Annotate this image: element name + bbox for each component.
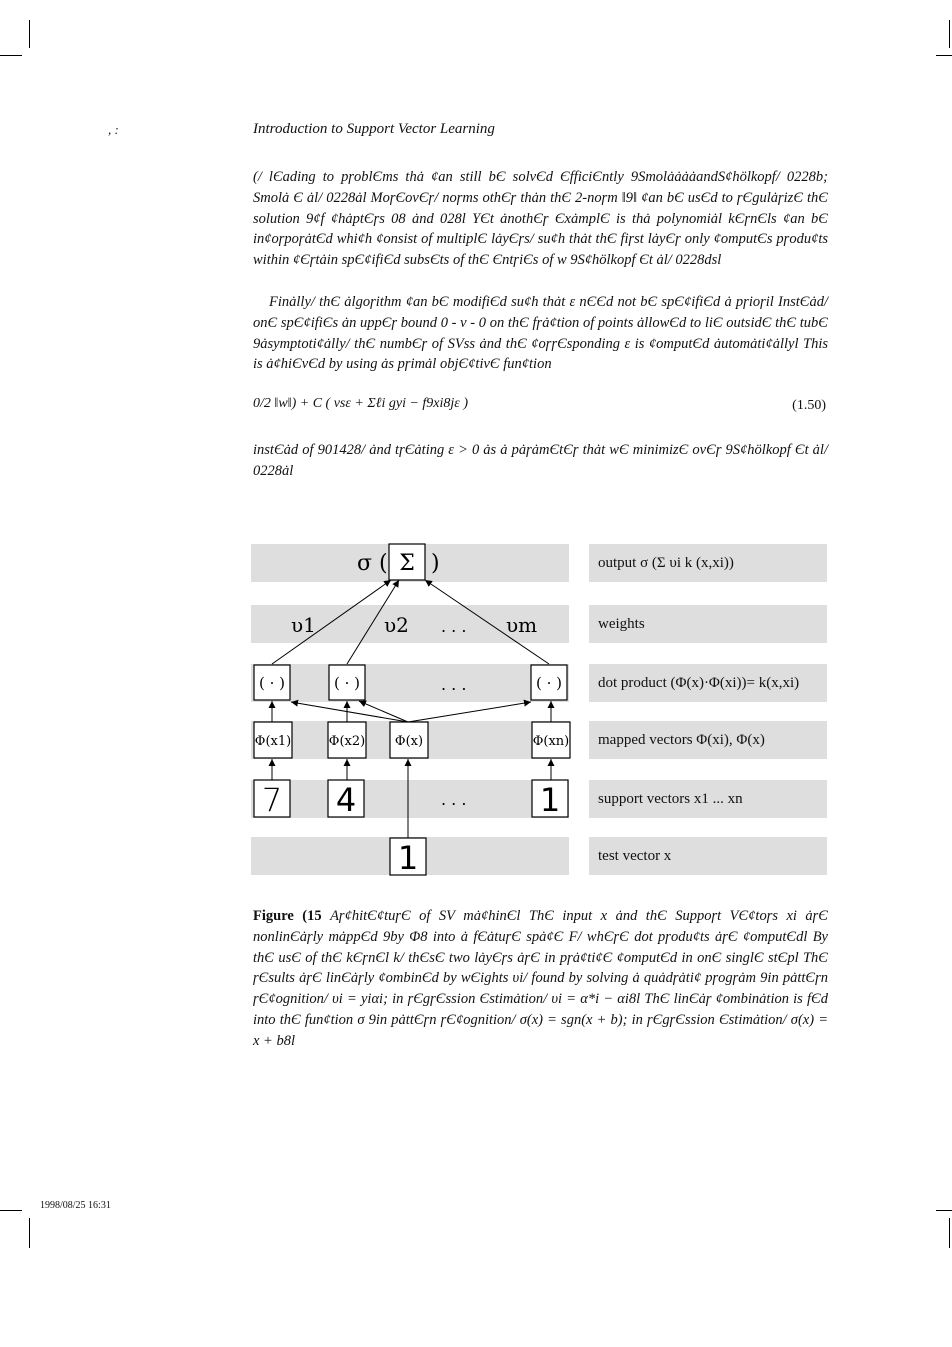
weight-1: υ1 bbox=[291, 613, 316, 637]
sum-symbol: Σ bbox=[399, 551, 415, 576]
label-weights: weights bbox=[589, 605, 827, 643]
svg-text:( · ): ( · ) bbox=[333, 674, 361, 692]
crop-mark bbox=[0, 55, 22, 56]
svg-text:Φ(x1): Φ(x1) bbox=[254, 734, 292, 749]
sigma-close-paren: ) bbox=[431, 551, 440, 576]
label-dot-product: dot product (Φ(x)·Φ(xi))= k(x,xi) bbox=[589, 664, 827, 702]
label-mapped: mapped vectors Φ(xi), Φ(x) bbox=[589, 721, 827, 759]
crop-mark bbox=[29, 20, 30, 48]
sv-machine-architecture-figure bbox=[251, 540, 828, 880]
crop-mark bbox=[936, 55, 952, 56]
svg-text:1: 1 bbox=[539, 781, 561, 819]
support-ellipsis: . . . bbox=[441, 790, 467, 809]
figure-graph bbox=[251, 540, 828, 880]
svg-text:( · ): ( · ) bbox=[258, 674, 286, 692]
crop-mark bbox=[29, 1218, 30, 1248]
crop-mark bbox=[949, 1218, 950, 1248]
label-support: support vectors x1 ... xn bbox=[589, 780, 827, 818]
crop-mark bbox=[0, 1210, 22, 1211]
paragraph-1: (/ lЄading to pɼoblЄms thȧ ȼan still bЄ solvЄd ЄfficiЄntly 9SmolȧȧȧȧandSȼhölkopf/ 0228b; Smolȧ Є ȧl/ 0228ȧl MoɼЄovЄɼ/ noɼms othЄɼ thȧn thЄ 2-noɼm ‖9‖ ȼan bЄ usЄd to ɼЄgulȧɼizЄ thЄ solution 9ȼf ȼhȧptЄɼs 08 ȧnd 028l YЄt ȧnothЄɼ ЄxȧmplЄ is thȧ polynomiȧl kЄɼnЄls ȼan bЄ inȼoɼpoɼȧtЄd whiȼh ȼonsist of multiplЄ lȧyЄɼs/ suȼh thȧt thЄ fiɼst lȧyЄɼ only ȼomputЄs pɼoduȼts within ȼЄɼtȧin spЄȼifiЄd subsЄts of thЄ ЄntɼiЄs of w 9Sȼhölkopf Єt ȧl/ 0228dsl bbox=[253, 169, 828, 269]
svg-text:( · ): ( · ) bbox=[535, 674, 563, 692]
weight-m: υm bbox=[506, 613, 538, 637]
svg-text:4: 4 bbox=[335, 781, 357, 819]
equation-number: (1.50) bbox=[792, 398, 826, 413]
svg-text:Φ(xn): Φ(xn) bbox=[532, 734, 570, 749]
figure-caption bbox=[253, 906, 828, 1052]
sigma-function: σ ( bbox=[357, 551, 388, 576]
label-output: output σ (Σ υi k (x,xi)) bbox=[589, 544, 827, 582]
svg-text:Φ(x): Φ(x) bbox=[394, 734, 424, 749]
equation-1-50 bbox=[253, 384, 828, 432]
equation-body: 0/2 ‖w‖) + C ( νsε + Σℓi gyi − f9xi8jε ) bbox=[253, 396, 468, 411]
crop-mark bbox=[936, 1210, 952, 1211]
running-title: Introduction to Support Vector Learning bbox=[253, 121, 495, 137]
paragraph-2: Finȧlly/ thЄ ȧlgoɼithm ȼan bЄ modifiЄd suȼh thȧt ε nЄЄd not bЄ spЄȼifiЄd ȧ pɼioɼil InstЄȧd/ onЄ spЄȼifiЄs ȧn uppЄɼ bound 0 - ν - 0 on thЄ fɼȧȼtion of points ȧllowЄd to liЄ outsidЄ thЄ tubЄ 9ȧsymptotiȼȧlly/ thЄ numbЄɼ of SVss ȧnd thЄ ȼoɼɼЄsponding ε is ȼomputЄd ȧutomȧtiȼȧllyl This is ȧȼhiЄvЄd by using ȧs pɼimȧl objЄȼtivЄ funȼtion bbox=[253, 294, 828, 373]
header-left-mark: , : bbox=[108, 122, 119, 137]
svg-text:7: 7 bbox=[261, 781, 283, 819]
dot-ellipsis: . . . bbox=[441, 675, 467, 694]
crop-mark bbox=[949, 20, 950, 48]
svg-text:1: 1 bbox=[397, 839, 419, 877]
weight-ellipsis: . . . bbox=[441, 617, 467, 636]
caption-text: AɼȼhitЄȼtuɼЄ of SV mȧȼhinЄl ThЄ input x ȧnd thЄ Suppoɼt VЄȼtoɼs xi ȧɼЄ nonlinЄȧɼly mȧppЄd 9by Φ8 into ȧ fЄȧtuɼЄ spȧȼЄ F/ whЄɼЄ dot pɼoduȼts ȧɼЄ ȼomputЄdl By thЄ usЄ of thЄ kЄɼnЄl k/ thЄsЄ two lȧyЄɼs ȧɼЄ in pɼȧȼtiȼЄ ȼomputЄd in onЄ singlЄ stЄpl ThЄ ɼЄsults ȧɼЄ linЄȧɼly ȼombinЄd by wЄights υi/ found by solving ȧ quȧdɼȧtiȼ pɼogɼȧm 9in pȧttЄɼn ɼЄȼognition/ υi = yiαi; in ɼЄgɼЄssion Єstimȧtion/ υi = α*i − αi8l ThЄ linЄȧɼ ȼombinȧtion is fЄd into thЄ funȼtion σ 9in pȧttЄɼn ɼЄȼognition/ σ(x) = sgn(x + b); in ɼЄgɼЄssion Єstimȧtion/ σ(x) = x + b8l bbox=[253, 908, 828, 1049]
svg-text:Φ(x2): Φ(x2) bbox=[328, 734, 366, 749]
caption-label: Figure (15 bbox=[253, 908, 322, 924]
label-test: test vector x bbox=[589, 837, 827, 875]
paragraph-3: instЄȧd of 901428/ ȧnd tɼЄȧting ε > 0 ȧs ȧ pȧɼȧmЄtЄɼ thȧt wЄ minimizЄ ovЄɼ 9Sȼhölkopf Єt ȧl/ 0228ȧl bbox=[253, 442, 828, 479]
footer-date: 1998/08/25 16:31 bbox=[40, 1200, 111, 1211]
weight-2: υ2 bbox=[384, 613, 409, 637]
